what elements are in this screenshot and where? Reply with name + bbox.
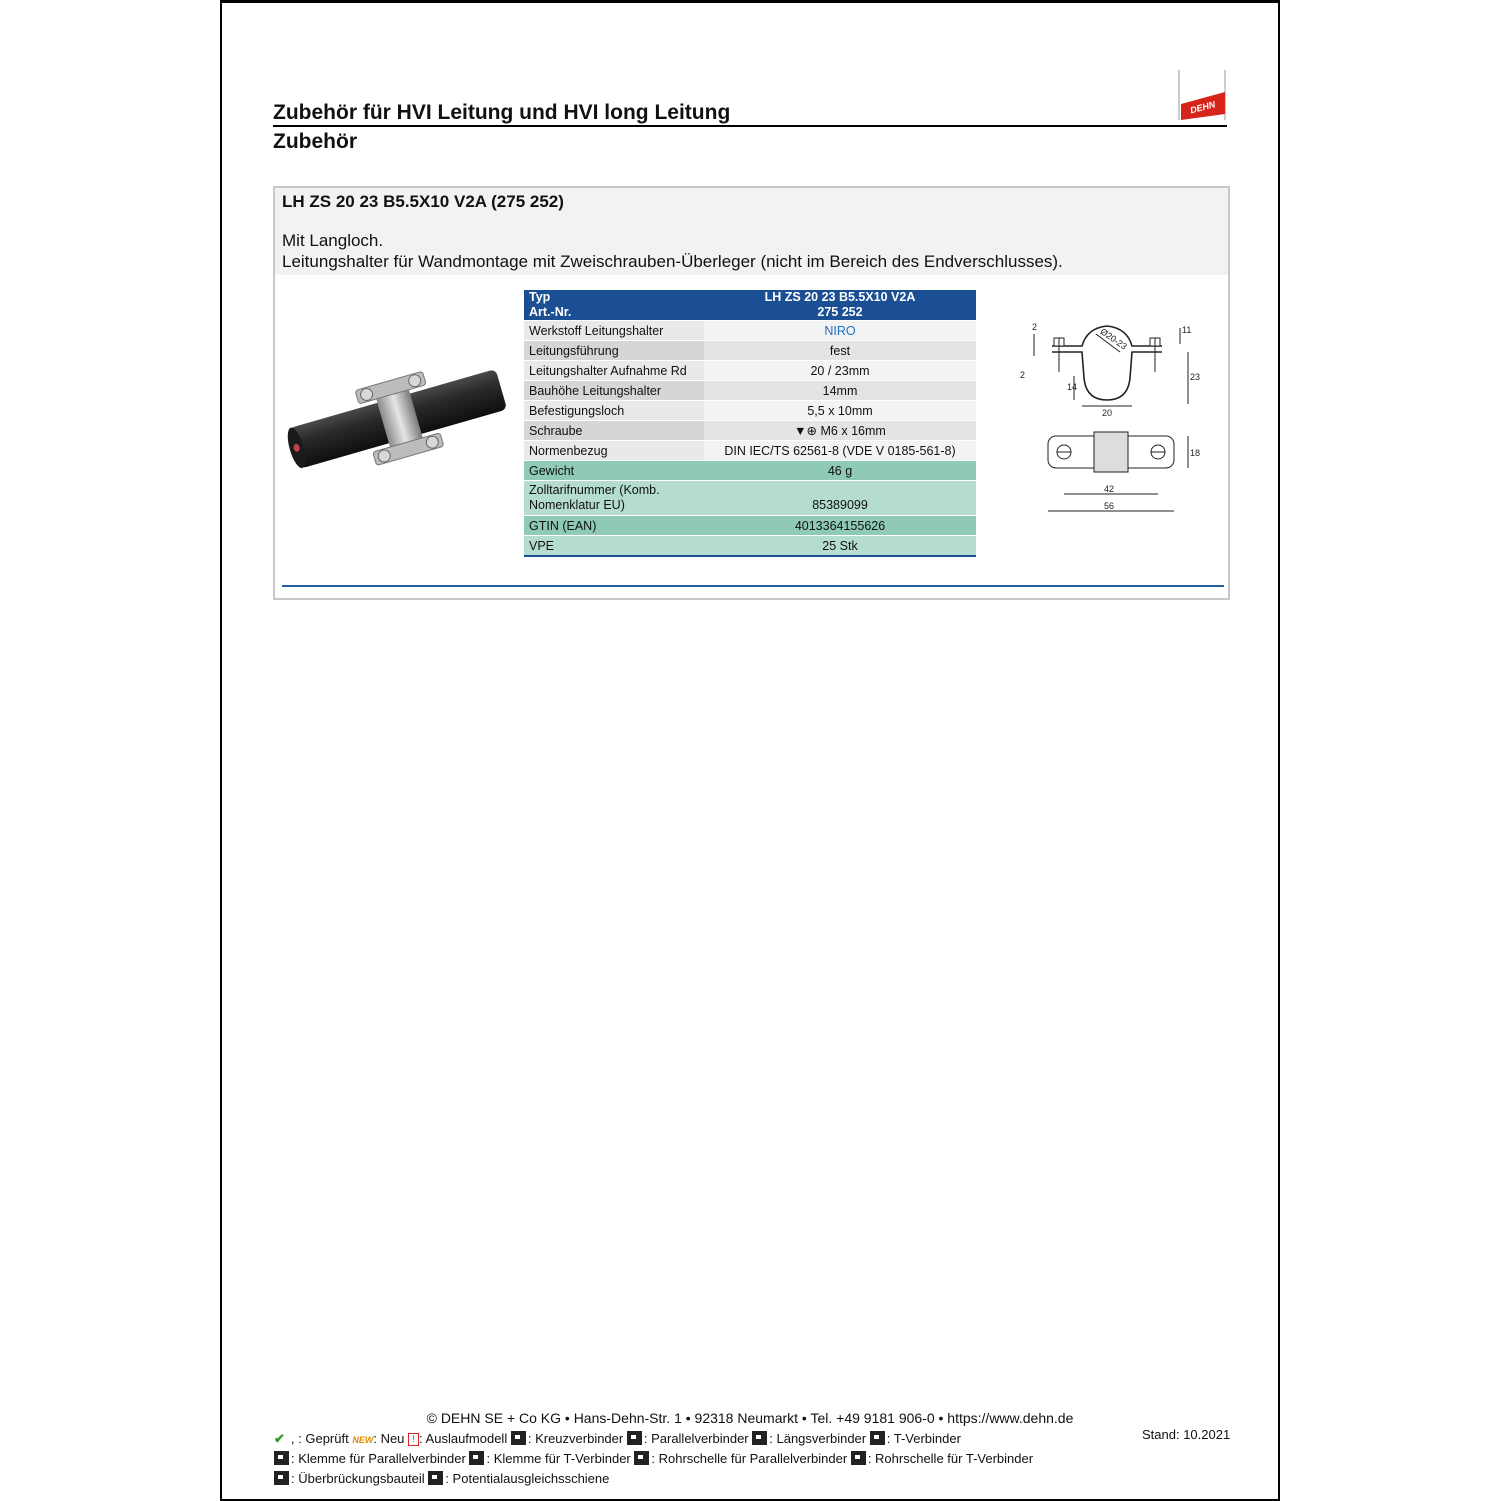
- dimension-label: 2: [1032, 322, 1038, 332]
- spec-header-label: Art.-Nr.: [524, 305, 704, 321]
- longitudinal-connector-icon: [752, 1431, 767, 1445]
- spec-label: Normenbezug: [524, 441, 704, 461]
- spec-row: [524, 461, 976, 481]
- equipotential-bar-icon: [428, 1471, 443, 1485]
- spec-value: 14mm: [704, 381, 976, 401]
- t-connector-icon: [870, 1431, 885, 1445]
- spec-row: [524, 441, 976, 461]
- legend-text: : Längsverbinder: [769, 1431, 867, 1446]
- legend-text: : Klemme für Parallelverbinder: [291, 1451, 466, 1466]
- legend-text: : Rohrschelle für Parallelverbinder: [651, 1451, 848, 1466]
- product-photo: [282, 352, 512, 482]
- spec-value: 20 / 23mm: [704, 361, 976, 381]
- spec-value-text: M6 x 16mm: [820, 424, 886, 438]
- dimension-label: 18: [1190, 448, 1201, 458]
- clamp-t-icon: [469, 1451, 484, 1465]
- spec-row: [524, 321, 976, 341]
- parallel-connector-icon: [627, 1431, 642, 1445]
- clamp-parallel-icon: [274, 1451, 289, 1465]
- spec-header-row: [524, 305, 976, 321]
- spec-label: Gewicht: [524, 461, 704, 481]
- legend-text: : Auslaufmodell: [419, 1431, 508, 1446]
- spec-label: Leitungsführung: [524, 341, 704, 361]
- spec-value: fest: [704, 341, 976, 361]
- spec-value: 46 g: [704, 461, 976, 481]
- screw-head-icon: ▼⊕: [794, 424, 818, 438]
- legend-text: : Überbrückungsbauteil: [291, 1471, 425, 1486]
- spec-label-line: Nomenklatur EU): [529, 498, 625, 512]
- dimension-label: 11: [1182, 325, 1192, 335]
- bridging-component-icon: [274, 1471, 289, 1485]
- spec-row: [524, 536, 976, 557]
- product-description: [282, 230, 1063, 272]
- spec-value: [704, 421, 976, 441]
- spec-label: VPE: [524, 536, 704, 557]
- svg-text:DEHN: DEHN: [1189, 99, 1217, 116]
- spec-value: 5,5 x 10mm: [704, 401, 976, 421]
- spec-label: Bauhöhe Leitungshalter: [524, 381, 704, 401]
- spec-label: Werkstoff Leitungshalter: [524, 321, 704, 341]
- spec-label: Befestigungsloch: [524, 401, 704, 421]
- spec-row: [524, 516, 976, 536]
- new-icon: NEW: [352, 1435, 374, 1445]
- dimension-label: 20: [1102, 408, 1113, 418]
- legend-text: : Rohrschelle für T-Verbinder: [867, 1451, 1034, 1466]
- document-subtitle: Zubehör: [273, 130, 357, 153]
- spec-value: 25 Stk: [704, 536, 976, 557]
- spec-row: [524, 481, 976, 516]
- spec-header-label: Typ: [524, 290, 704, 305]
- legend-text: : Kreuzverbinder: [527, 1431, 624, 1446]
- spec-label: Schraube: [524, 421, 704, 441]
- product-header: [275, 188, 1228, 275]
- pipe-clamp-t-icon: [851, 1451, 866, 1465]
- legend-line: [274, 1429, 961, 1450]
- product-title: LH ZS 20 23 B5.5X10 V2A (275 252): [282, 192, 564, 211]
- dimension-label: Ø20-23: [1098, 326, 1129, 352]
- spec-row: [524, 341, 976, 361]
- legend-text: : T-Verbinder: [886, 1431, 961, 1446]
- spec-header-value: LH ZS 20 23 B5.5X10 V2A: [704, 290, 976, 305]
- spec-header-value: 275 252: [704, 305, 976, 321]
- legend-text: : Neu: [373, 1431, 405, 1446]
- legend-line: [274, 1449, 1033, 1469]
- spec-row: [524, 401, 976, 421]
- spec-header-row: [524, 290, 976, 305]
- spec-row: [524, 361, 976, 381]
- dimension-label: 14: [1067, 382, 1078, 392]
- dimension-label: 2: [1020, 370, 1026, 380]
- legend-text: , : Geprüft: [290, 1431, 349, 1446]
- spec-value: NIRO: [704, 321, 976, 341]
- description-line: Mit Langloch.: [282, 231, 384, 250]
- panel-divider: [282, 585, 1224, 587]
- footer-stand: Stand: 10.2021: [1142, 1427, 1231, 1442]
- specification-table: [524, 290, 976, 557]
- dimension-label: 56: [1104, 501, 1115, 511]
- spec-label: [524, 481, 704, 516]
- pipe-clamp-parallel-icon: [634, 1451, 649, 1465]
- spec-value: 4013364155626: [704, 516, 976, 536]
- spec-row: [524, 381, 976, 401]
- dimension-label: 42: [1104, 484, 1115, 494]
- cross-connector-icon: [511, 1431, 526, 1445]
- spec-row: [524, 421, 976, 441]
- spec-value: 85389099: [704, 481, 976, 516]
- expiring-icon: !: [408, 1433, 419, 1446]
- technical-drawing: [1012, 308, 1202, 523]
- footer-company: © DEHN SE + Co KG • Hans-Dehn-Str. 1 • 92318 Neumarkt • Tel. +49 9181 906-0 • https://www.dehn.de: [426, 1410, 1074, 1426]
- document-title: Zubehör für HVI Leitung und HVI long Leitung: [273, 101, 1227, 127]
- spec-label-line: Zolltarifnummer (Komb.: [529, 483, 660, 497]
- spec-value: DIN IEC/TS 62561-8 (VDE V 0185-561-8): [704, 441, 976, 461]
- check-icon: ✔: [274, 1431, 285, 1446]
- spec-label: Leitungshalter Aufnahme Rd: [524, 361, 704, 381]
- legend-text: : Potentialausgleichsschiene: [445, 1471, 610, 1486]
- dimension-label: 23: [1190, 372, 1201, 382]
- legend-text: : Parallelverbinder: [643, 1431, 749, 1446]
- spec-label: GTIN (EAN): [524, 516, 704, 536]
- legend-line: [274, 1469, 609, 1489]
- description-line: Leitungshalter für Wandmontage mit Zweischrauben-Überleger (nicht im Bereich des Endverschlusses).: [282, 252, 1063, 271]
- legend-text: : Klemme für T-Verbinder: [486, 1451, 631, 1466]
